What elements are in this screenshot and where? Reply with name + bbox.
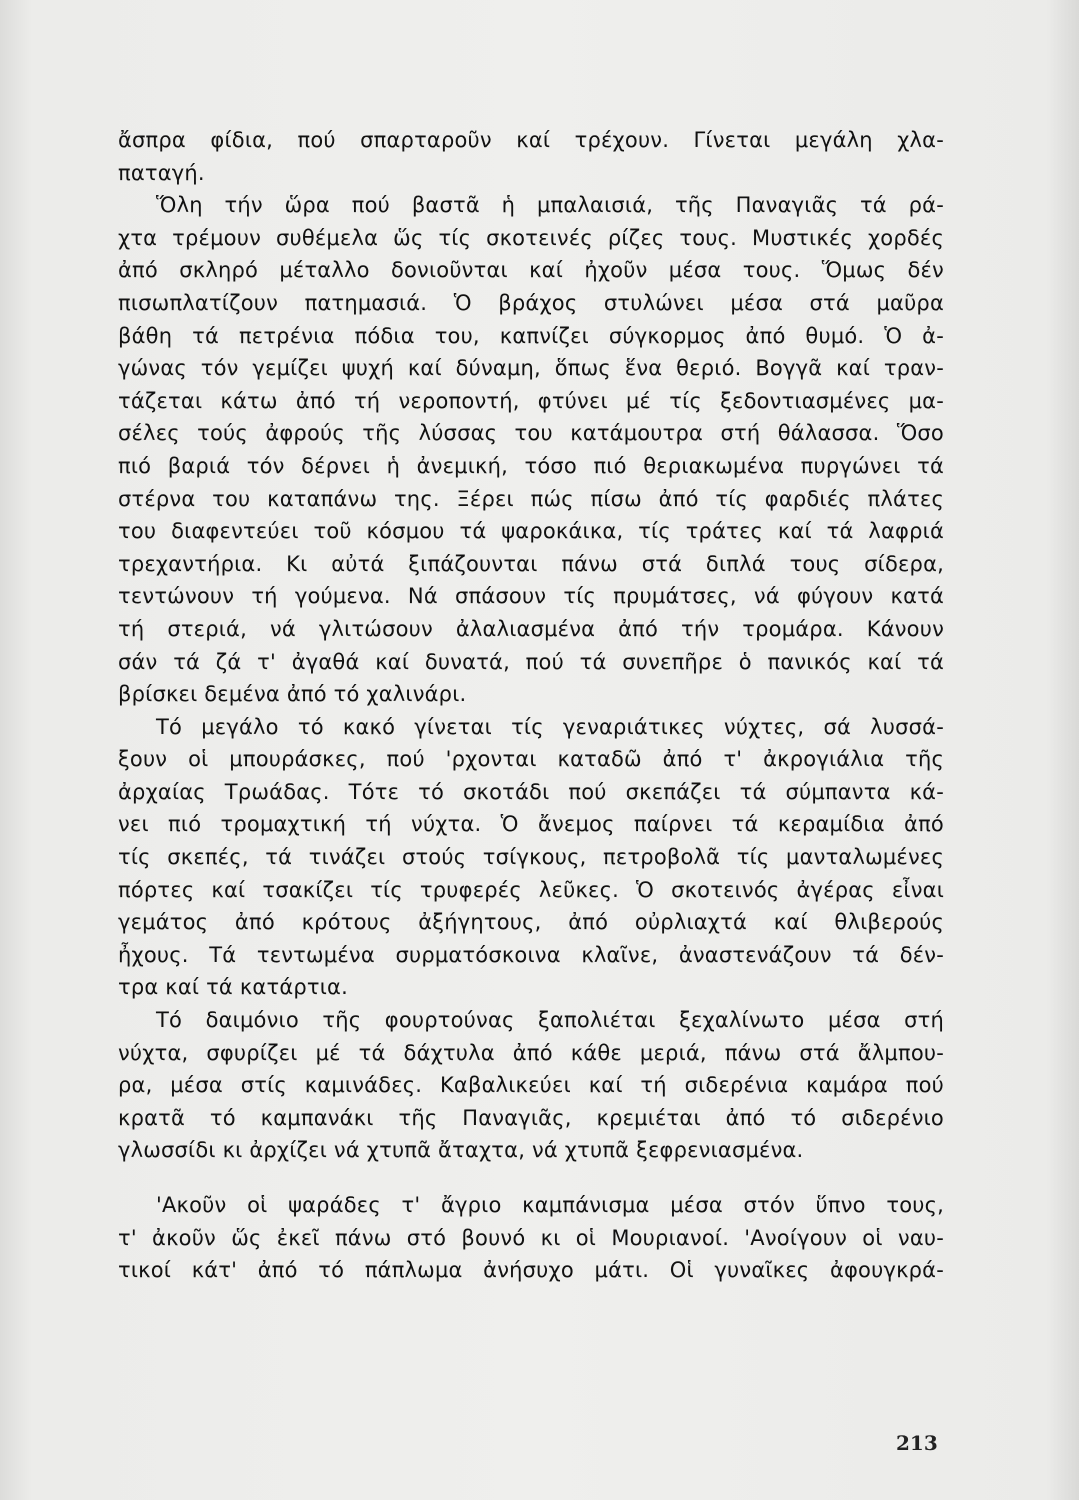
text-line: του διαφεντεύει τοῦ κόσμου τά ψαροκάικα, τίς τράτες καί τά λαφριά [118, 519, 944, 544]
text-line: βάθη τά πετρένια πόδια του, καπνίζει σύγκορμος ἀπό θυμό. Ὁ ἀ- [118, 323, 944, 348]
text-line: τάζεται κάτω ἀπό τή νεροποντή, φτύνει μέ τίς ξεδοντιασμένες μα- [118, 388, 944, 413]
text-line: γλωσσίδι κι ἀρχίζει νά χτυπᾶ ἄταχτα, νά χτυπᾶ ξεφρενιασμένα. [118, 1138, 804, 1163]
text-line: τρεχαντήρια. Κι αὐτά ξιπάζουνται πάνω στά διπλά τους σίδερα, [118, 551, 944, 576]
text-line: σέλες τούς ἀφρούς τῆς λύσσας του κατάμουτρα στή θάλασσα. Ὅσο [118, 421, 944, 446]
page-number: 213 [896, 1431, 938, 1455]
text-line: σάν τά ζά τ' ἀγαθά καί δυνατά, πού τά συνεπῆρε ὁ πανικός καί τά [118, 649, 944, 674]
text-line: τρα καί τά κατάρτια. [118, 975, 348, 1000]
text-line: πιό βαριά τόν δέρνει ἡ ἀνεμική, τόσο πιό θεριακωμένα πυργώνει τά [118, 453, 944, 478]
text-line: στέρνα του καταπάνω της. Ξέρει πώς πίσω ἀπό τίς φαρδιές πλάτες [118, 486, 944, 511]
text-line: κρατᾶ τό καμπανάκι τῆς Παναγιᾶς, κρεμιέται ἀπό τό σιδερένιο [118, 1105, 944, 1130]
text-line: ρα, μέσα στίς καμινάδες. Καβαλικεύει καί τή σιδερένια καμάρα πού [118, 1073, 944, 1098]
text-line: πόρτες καί τσακίζει τίς τρυφερές λεῦκες. Ὁ σκοτεινός ἀγέρας εἶναι [118, 877, 944, 902]
text-line: Ὅλη τήν ὥρα πού βαστᾶ ἡ μπαλαισιά, τῆς Παναγιᾶς τά ρά- [156, 193, 944, 218]
text-line: βρίσκει δεμένα ἀπό τό χαλινάρι. [118, 682, 467, 707]
text-line: Τό μεγάλο τό κακό γίνεται τίς γεναριάτικες νύχτες, σά λυσσά- [156, 714, 944, 739]
text-line: τ' ἀκοῦν ὥς ἐκεῖ πάνω στό βουνό κι οἱ Μουριανοί. 'Ανοίγουν οἱ ναυ- [118, 1225, 944, 1250]
text-line: Τό δαιμόνιο τῆς φουρτούνας ξαπολιέται ξεχαλίνωτο μέσα στή [156, 1008, 944, 1033]
text-line: 'Ακοῦν οἱ ψαράδες τ' ἄγριο καμπάνισμα μέσα στόν ὕπνο τους, [156, 1193, 944, 1217]
text-line: γώνας τόν γεμίζει ψυχή καί δύναμη, ὅπως ἕνα θεριό. Βογγᾶ καί τραν- [118, 356, 944, 381]
text-line: τή στεριά, νά γλιτώσουν ἀλαλιασμένα ἀπό τήν τρομάρα. Κάνουν [118, 616, 944, 641]
text-line: νύχτα, σφυρίζει μέ τά δάχτυλα ἀπό κάθε μεριά, πάνω στά ἄλμπου- [118, 1040, 944, 1065]
text-line: πισωπλατίζουν πατημασιά. Ὁ βράχος στυλώνει μέσα στά μαῦρα [118, 290, 944, 315]
text-line: χτα τρέμουν συθέμελα ὥς τίς σκοτεινές ρίζες τους. Μυστικές χορδές [118, 225, 944, 250]
text-line: ξουν οἱ μπουράσκες, πού 'ρχονται καταδῶ ἀπό τ' ἀκρογιάλια τῆς [118, 747, 944, 772]
text-line: παταγή. [118, 160, 205, 185]
text-line: ἀρχαίας Τρωάδας. Τότε τό σκοτάδι πού σκεπάζει τά σύμπαντα κά- [118, 779, 944, 804]
text-line: τικοί κάτ' ἀπό τό πάπλωμα ἀνήσυχο μάτι. Οἱ γυναῖκες ἀφουγκρά- [118, 1258, 944, 1283]
text-line: τίς σκεπές, τά τινάζει στούς τσίγκους, πετροβολᾶ τίς μανταλωμένες [118, 845, 944, 870]
text-line: τεντώνουν τή γούμενα. Νά σπάσουν τίς πρυμάτσες, νά φύγουν κατά [118, 584, 944, 609]
text-line: νει πιό τρομαχτική τή νύχτα. Ὁ ἄνεμος παίρνει τά κεραμίδια ἀπό [118, 812, 944, 837]
text-line: ἄσπρα φίδια, πού σπαρταροῦν καί τρέχουν. Γίνεται μεγάλη χλα- [118, 128, 944, 152]
text-line: γεμάτος ἀπό κρότους ἀξήγητους, ἀπό οὐρλιαχτά καί θλιβερούς [118, 910, 944, 935]
body-text [118, 124, 944, 1287]
text-line: ἦχους. Τά τεντωμένα συρματόσκοινα κλαῖνε, ἀναστενάζουν τά δέν- [118, 942, 944, 967]
paragraph-gap [118, 1167, 944, 1189]
text-line: ἀπό σκληρό μέταλλο δονιοῦνται καί ἠχοῦν μέσα τους. Ὅμως δέν [118, 258, 944, 283]
